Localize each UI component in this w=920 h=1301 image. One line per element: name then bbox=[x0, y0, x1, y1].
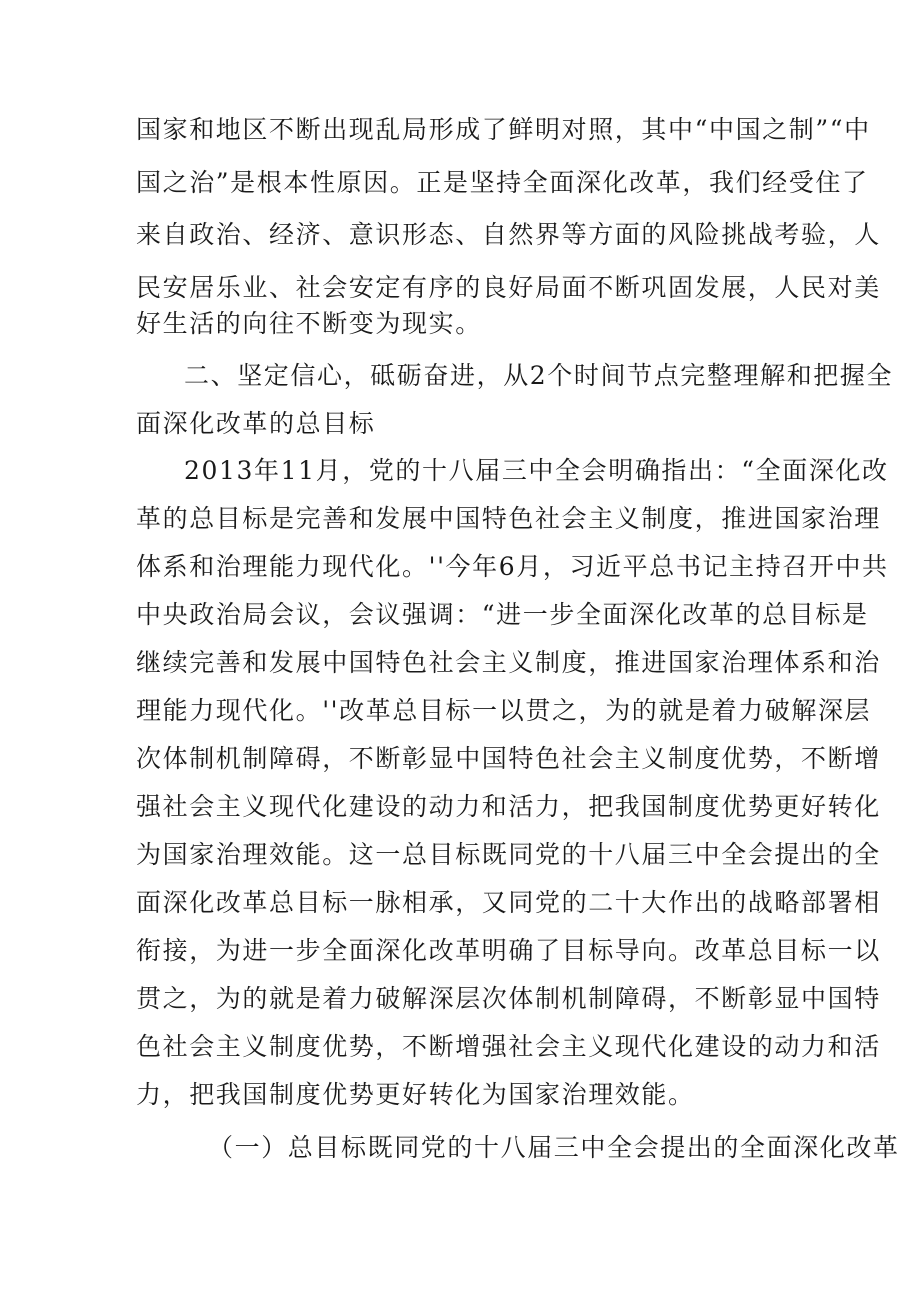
paragraph-line: 革的总目标是完善和发展中国特色社会主义制度，推进国家治理 bbox=[136, 504, 881, 533]
paragraph-line: 色社会主义制度优势，不断增强社会主义现代化建设的动力和活 bbox=[136, 1032, 881, 1061]
paragraph-line: 理能力现代化。''改革总目标一以贯之，为的就是着力破解深层 bbox=[136, 696, 872, 725]
paragraph-line: 力，把我国制度优势更好转化为国家治理效能。 bbox=[136, 1080, 695, 1109]
section-heading-line: 面深化改革的总目标 bbox=[136, 409, 376, 438]
paragraph-line: 好生活的向往不断变为现实。 bbox=[136, 309, 482, 338]
paragraph-line: 民安居乐业、社会安定有序的良好局面不断巩固发展，人民对美 bbox=[136, 273, 881, 302]
paragraph-line: 中央政治局会议，会议强调：“进一步全面深化改革的总目标是 bbox=[136, 600, 869, 629]
paragraph-line: 次体制机制障碍，不断彰显中国特色社会主义制度优势，不断增 bbox=[136, 744, 881, 773]
paragraph-line: 衔接，为进一步全面深化改革明确了目标导向。改革总目标一以 bbox=[136, 936, 881, 965]
paragraph-line: 强社会主义现代化建设的动力和活力，把我国制度优势更好转化 bbox=[136, 792, 881, 821]
paragraph-line: 国家和地区不断出现乱局形成了鲜明对照，其中“中国之制”“中 bbox=[136, 115, 871, 144]
subsection-heading-line: （一）总目标既同党的十八届三中全会提出的全面深化改革 bbox=[208, 1133, 900, 1162]
paragraph-line: 国之治”是根本性原因。正是坚持全面深化改革，我们经受住了 bbox=[136, 168, 869, 197]
paragraph-line: 贯之，为的就是着力破解深层次体制机制障碍，不断彰显中国特 bbox=[136, 984, 881, 1013]
paragraph-line: 体系和治理能力现代化。''今年6月，习近平总书记主持召开中共 bbox=[136, 552, 889, 581]
paragraph-line: 继续完善和发展中国特色社会主义制度，推进国家治理体系和治 bbox=[136, 648, 881, 677]
paragraph-line: 为国家治理效能。这一总目标既同党的十八届三中全会提出的全 bbox=[136, 840, 881, 869]
paragraph-line: 2013年11月，党的十八届三中全会明确指出：“全面深化改 bbox=[184, 456, 889, 485]
paragraph-line: 面深化改革总目标一脉相承，又同党的二十大作出的战略部署相 bbox=[136, 888, 881, 917]
section-heading-line: 二、坚定信心，砥砺奋进，从2个时间节点完整理解和把握全 bbox=[184, 361, 894, 390]
paragraph-line: 来自政治、经济、意识形态、自然界等方面的风险挑战考验，人 bbox=[136, 220, 881, 249]
